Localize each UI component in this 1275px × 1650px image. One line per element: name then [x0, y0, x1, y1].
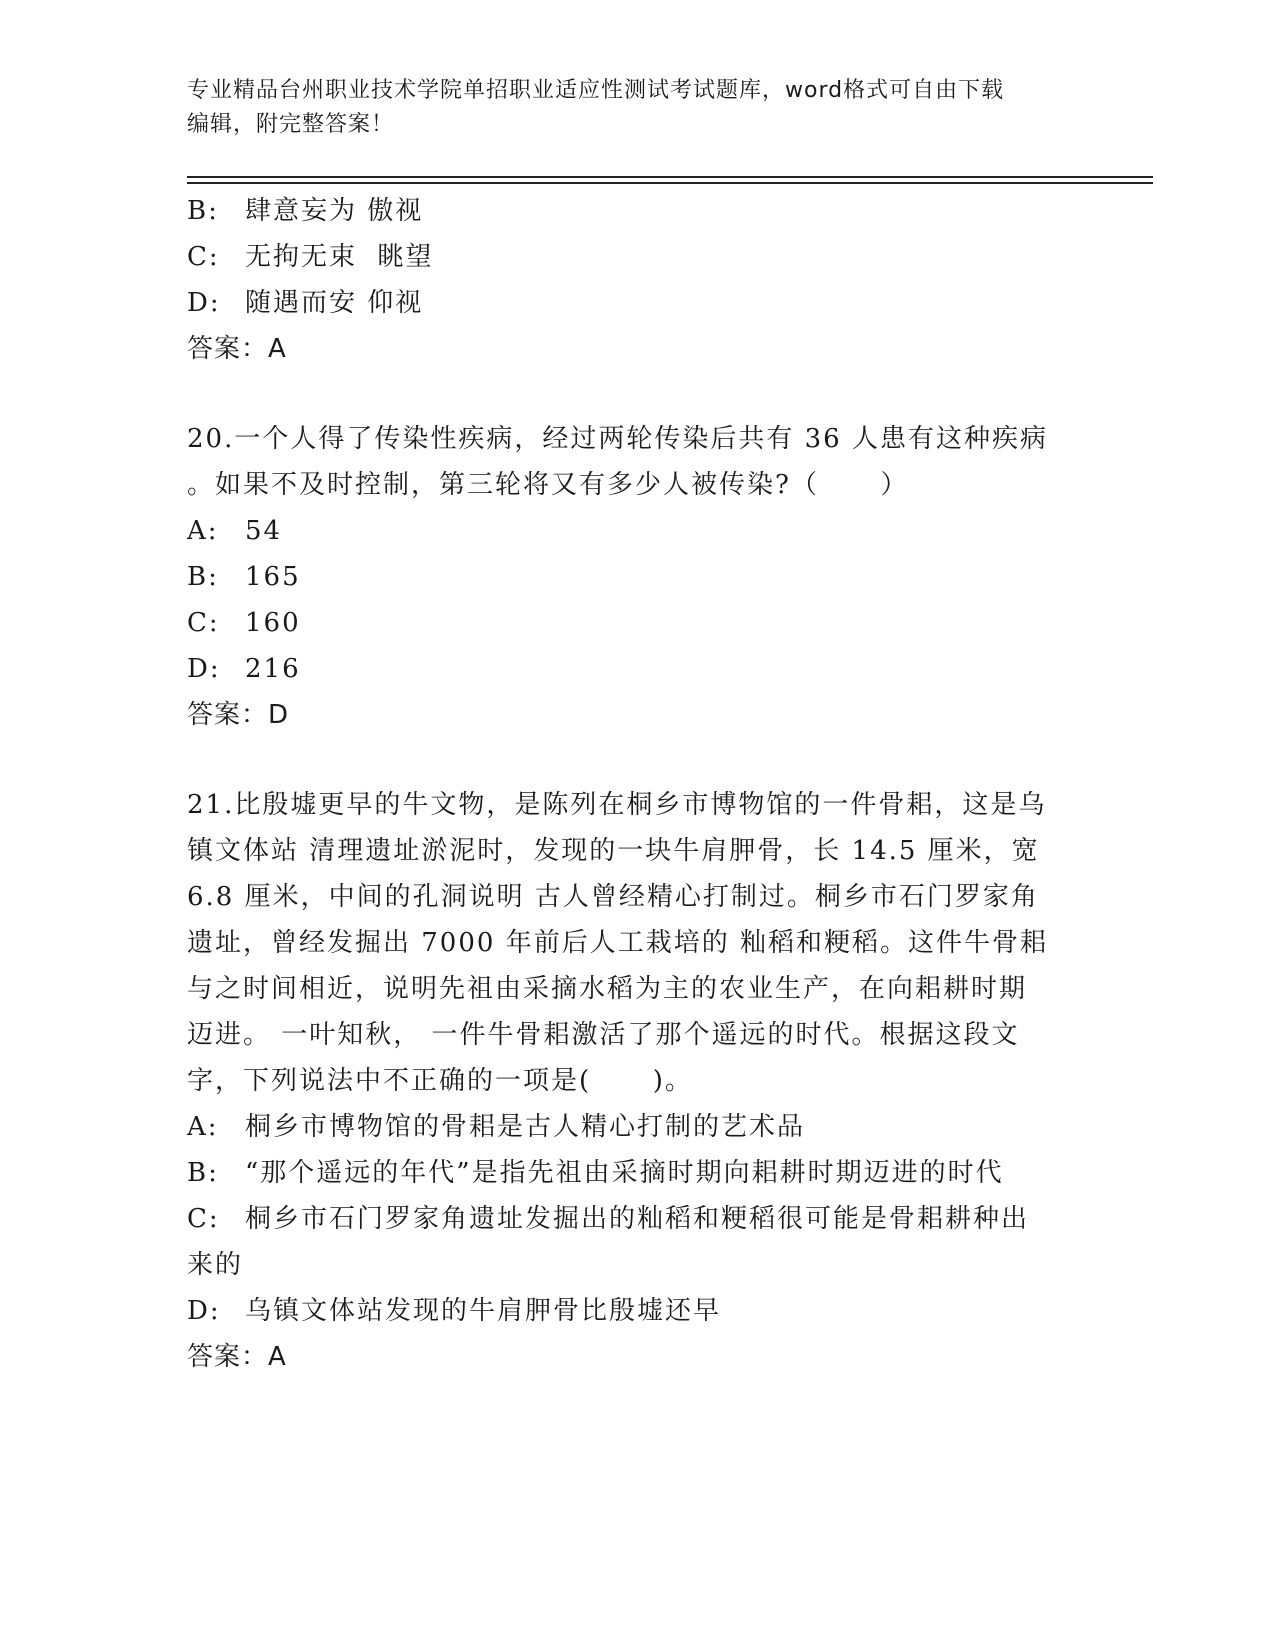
- header-rule-bottom: [187, 182, 1153, 184]
- option-letter: C:: [187, 1204, 220, 1234]
- document-body: [187, 188, 1087, 1380]
- question-stem: [187, 782, 1067, 1104]
- option-b: [187, 188, 1087, 234]
- stem-line: 21.比殷墟更早的牛文物，是陈列在桐乡市博物馆的一件骨耜，这是乌: [187, 790, 1047, 820]
- question-21: [187, 782, 1087, 1380]
- option-letter: D:: [187, 654, 221, 684]
- spacer: [187, 372, 1087, 416]
- stem-line: 字，下列说法中不正确的一项是( )。: [187, 1066, 693, 1096]
- option-text: 54: [245, 516, 283, 546]
- question-19-options: [187, 188, 1087, 372]
- stem-line: 迈进。 一叶知秋， 一件牛骨耜激活了那个遥远的时代。根据这段文: [187, 1020, 1020, 1050]
- spacer: [187, 738, 1087, 782]
- option-a: [187, 508, 1087, 554]
- option-letter: A:: [187, 1112, 219, 1142]
- option-letter: D:: [187, 288, 221, 318]
- stem-line: 遗址，曾经发掘出 7000 年前后人工栽培的 籼稻和粳稻。这件牛骨耜: [187, 928, 1048, 958]
- option-d: [187, 280, 1087, 326]
- answer-line: 答案：A: [187, 1342, 287, 1372]
- option-text: 随遇而安 仰视: [245, 288, 424, 318]
- page-header: [187, 74, 1067, 142]
- option-c-continuation: 来的: [187, 1250, 244, 1280]
- header-line-1: 专业精品台州职业技术学院单招职业适应性测试考试题库，word格式可自由下载: [187, 78, 1005, 103]
- header-line-2: 编辑，附完整答案！: [187, 112, 395, 137]
- stem-line: 与之时间相近，说明先祖由采摘水稻为主的农业生产，在向耜耕时期: [187, 974, 1028, 1004]
- option-text: 无拘无束 眺望: [245, 242, 434, 272]
- option-letter: B:: [187, 196, 219, 226]
- option-text: 乌镇文体站发现的牛肩胛骨比殷墟还早: [245, 1296, 722, 1326]
- option-text: 165: [245, 562, 301, 592]
- option-text: 桐乡市博物馆的骨耜是古人精心打制的艺术品: [245, 1112, 806, 1142]
- option-text: 160: [245, 608, 301, 638]
- stem-line: 6.8 厘米，中间的孔洞说明 古人曾经精心打制过。桐乡市石门罗家角: [187, 882, 1039, 912]
- option-letter: B:: [187, 562, 219, 592]
- option-a: [187, 1104, 1087, 1150]
- option-c: [187, 600, 1087, 646]
- option-letter: B:: [187, 1158, 219, 1188]
- option-d: [187, 646, 1087, 692]
- option-c: [187, 1196, 1087, 1242]
- answer-line: 答案：A: [187, 334, 287, 364]
- option-text: “那个遥远的年代”是指先祖由采摘时期向耜耕时期迈进的时代: [245, 1158, 1004, 1188]
- option-letter: D:: [187, 1296, 221, 1326]
- stem-line: 。如果不及时控制，第三轮将又有多少人被传染?（ ）: [187, 470, 909, 500]
- answer-line: 答案：D: [187, 700, 290, 730]
- header-rule-top: [187, 176, 1153, 178]
- option-b: [187, 1150, 1087, 1196]
- stem-line: 20.一个人得了传染性疾病，经过两轮传染后共有 36 人患有这种疾病: [187, 424, 1048, 454]
- option-text: 桐乡市石门罗家角遗址发掘出的籼稻和粳稻很可能是骨耜耕种出: [245, 1204, 1030, 1234]
- option-c: [187, 234, 1087, 280]
- question-20: [187, 416, 1087, 738]
- option-letter: A:: [187, 516, 219, 546]
- option-b: [187, 554, 1087, 600]
- option-d: [187, 1288, 1087, 1334]
- question-stem: [187, 416, 1067, 508]
- option-text: 肆意妄为 傲视: [245, 196, 424, 226]
- option-letter: C:: [187, 608, 220, 638]
- stem-line: 镇文体站 清理遗址淤泥时，发现的一块牛肩胛骨，长 14.5 厘米，宽: [187, 836, 1040, 866]
- option-letter: C:: [187, 242, 220, 272]
- option-text: 216: [245, 654, 301, 684]
